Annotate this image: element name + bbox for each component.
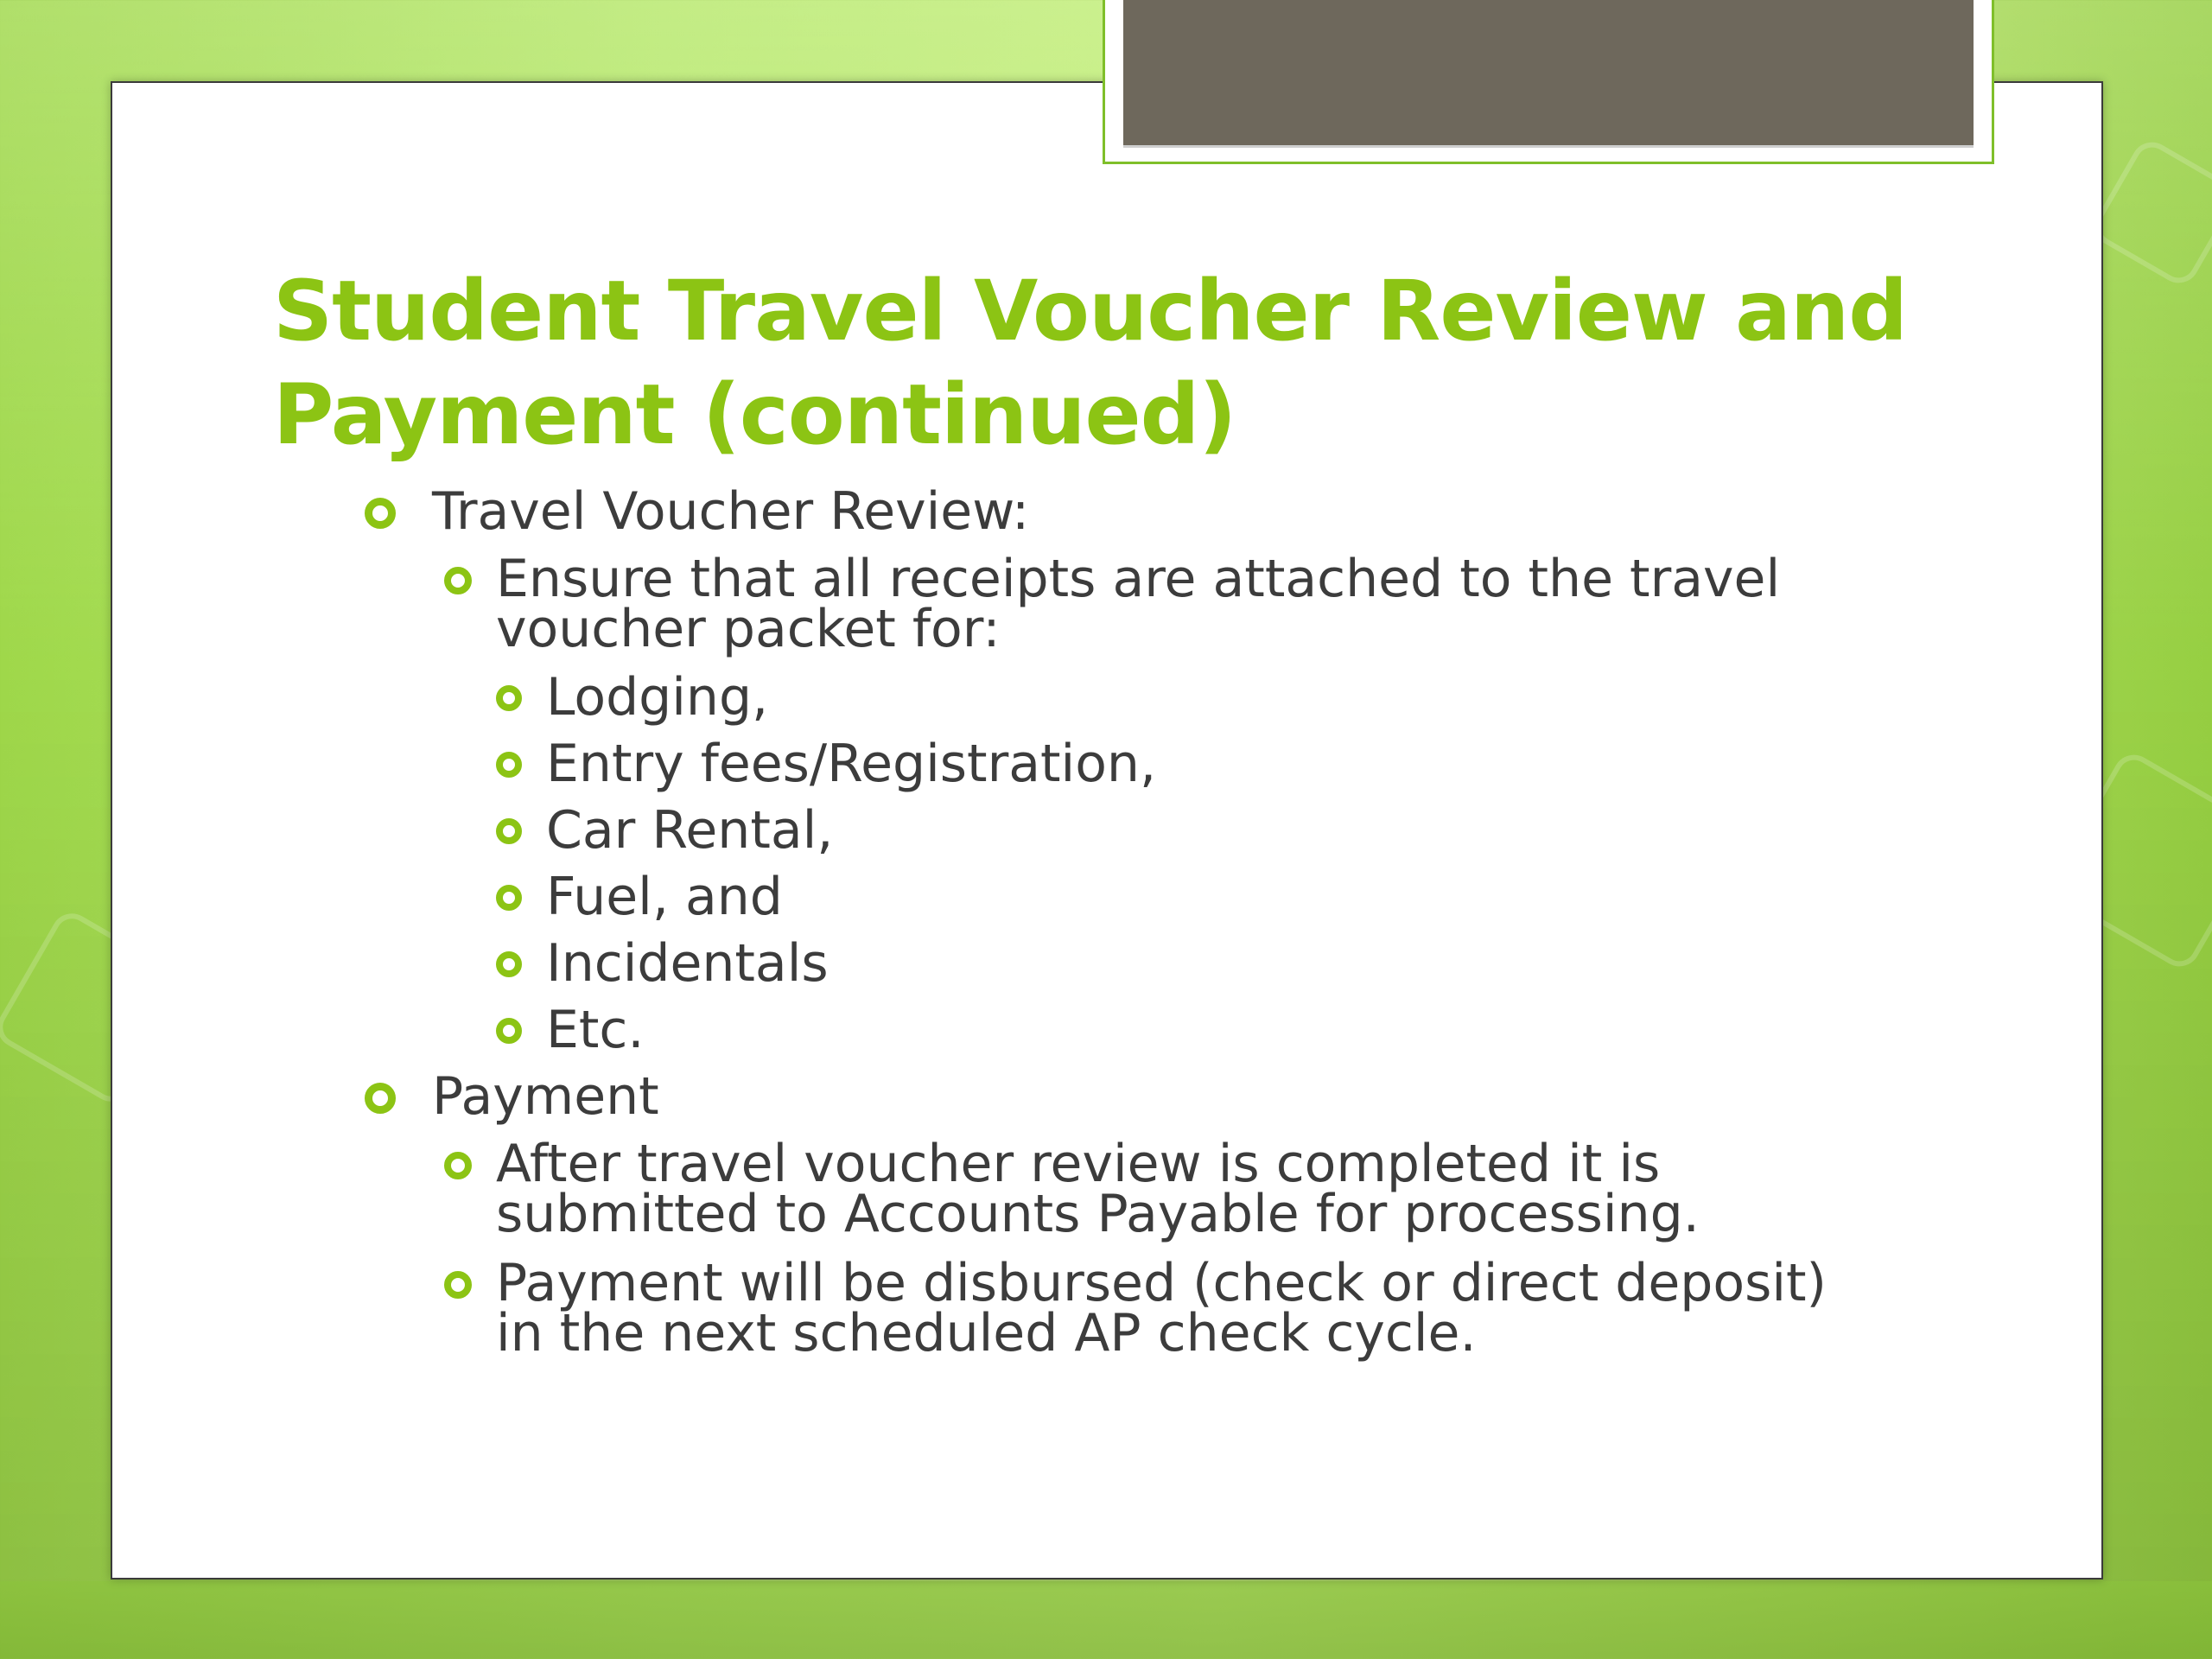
slide-title-line-2: Payment (continued): [273, 366, 1236, 463]
bullet-text: Payment: [432, 1066, 659, 1127]
slide-title-line-1: Student Travel Voucher Review and: [273, 263, 1907, 359]
ring-bullet-icon: [496, 752, 522, 778]
ring-bullet-icon: [496, 951, 522, 977]
ring-bullet-icon: [444, 567, 472, 594]
bullet-text: Entry fees/Registration,: [546, 734, 1157, 794]
bullet-text: Ensure that all receipts are attached to the travel: [496, 549, 1781, 609]
ring-bullet-icon: [496, 818, 522, 844]
bullet-text-continued: submitted to Accounts Payable for processing.: [496, 1184, 1700, 1244]
bullet-text-continued: voucher packet for:: [496, 599, 1001, 659]
bullet-text-continued: in the next scheduled AP check cycle.: [496, 1303, 1477, 1363]
bullet-text: Etc.: [546, 1000, 645, 1060]
ring-bullet-icon: [444, 1152, 472, 1179]
ring-bullet-icon: [496, 885, 522, 911]
ring-bullet-icon: [496, 1018, 522, 1044]
ring-bullet-icon: [496, 685, 522, 711]
bullet-text: Fuel, and: [546, 867, 783, 927]
ring-bullet-icon: [444, 1271, 472, 1299]
ring-bullet-icon: [365, 498, 396, 529]
bullet-text: After travel voucher review is completed it is: [496, 1134, 1661, 1194]
ring-bullet-icon: [365, 1083, 396, 1114]
bullet-text: Car Rental,: [546, 800, 834, 861]
bullet-text: Payment will be disbursed (check or direct deposit): [496, 1253, 1827, 1313]
bullet-text: Lodging,: [546, 667, 769, 728]
bullet-text: Incidentals: [546, 933, 829, 994]
bullet-text: Travel Voucher Review:: [432, 481, 1030, 542]
